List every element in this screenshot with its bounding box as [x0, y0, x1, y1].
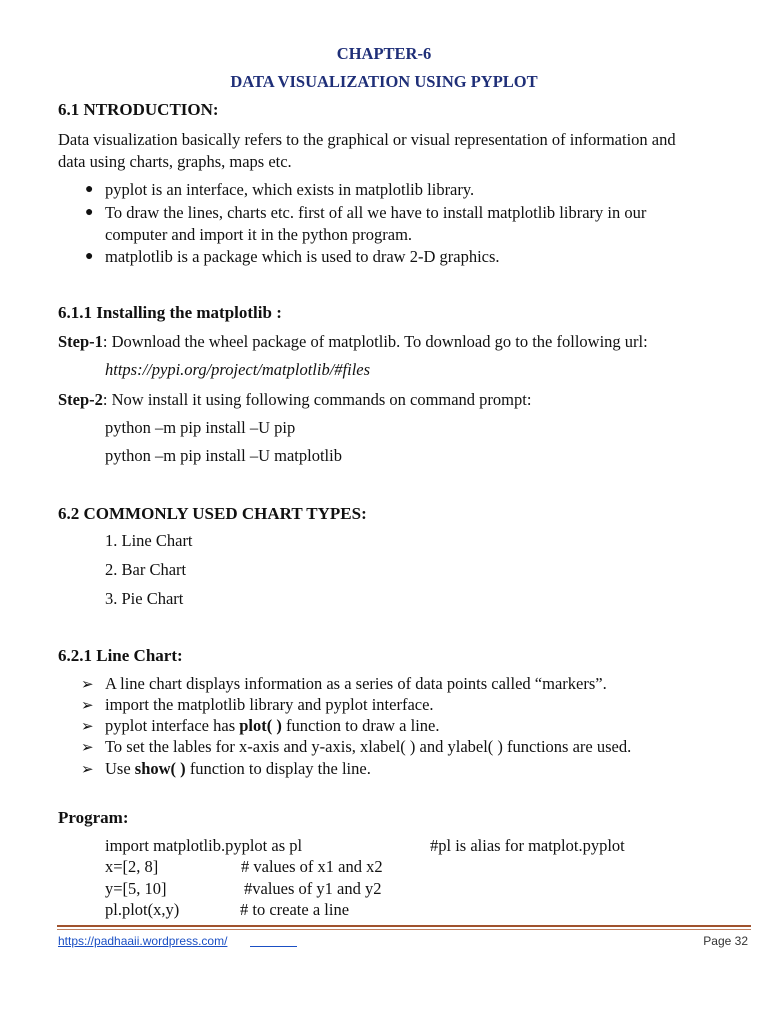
step-2-text: : Now install it using following commands on command prompt: [102, 390, 532, 409]
section-6-1-heading: 6.1 NTRODUCTION: [58, 100, 219, 119]
plot-function-name: plot( ) [239, 716, 282, 735]
step-1-text: : Download the wheel package of matplotlib. To download go to the following url: [102, 332, 648, 351]
bullet-dot-icon: ● [85, 249, 94, 264]
page-number: Page 32 [703, 934, 748, 948]
section-6-2-1-heading: 6.2.1 Line Chart: [58, 646, 183, 665]
footer-link-underline [250, 946, 297, 947]
step-1-line [58, 332, 648, 352]
bullet-3-suffix: function to draw a line. [281, 716, 440, 735]
code-comment-2: # values of x1 and x2 [241, 857, 383, 876]
footer-link[interactable]: https://padhaaii.wordpress.com/ [58, 934, 228, 948]
chapter-title: DATA VISUALIZATION USING PYPLOT [230, 72, 538, 91]
code-line-1: import matplotlib.pyplot as pl [105, 836, 303, 855]
program-heading: Program: [58, 808, 129, 827]
code-line-4: pl.plot(x,y) [105, 900, 180, 919]
arrow-bullet-icon: ➢ [81, 698, 94, 714]
code-comment-3: #values of y1 and y2 [244, 879, 382, 898]
footer-divider-thin [57, 929, 751, 930]
bullet-3-prefix: pyplot interface has [105, 716, 240, 735]
code-line-3: y=[5, 10] [105, 879, 167, 898]
command-2: python –m pip install –U matplotlib [105, 446, 342, 465]
bullet-5-suffix: function to display the line. [185, 759, 371, 778]
command-1: python –m pip install –U pip [105, 418, 296, 437]
chart-type-item-2: 2. Bar Chart [105, 560, 187, 579]
chapter-label: CHAPTER-6 [336, 44, 432, 63]
code-comment-4: # to create a line [240, 900, 350, 919]
line-chart-bullet-1: A line chart displays information as a series of data points called “markers”. [105, 674, 607, 693]
line-chart-bullet-5 [105, 759, 371, 779]
arrow-bullet-icon: ➢ [81, 740, 94, 756]
intro-paragraph-line-1: Data visualization basically refers to the graphical or visual representation of information and [58, 130, 676, 149]
bullet-dot-icon: ● [85, 205, 94, 220]
matplotlib-url[interactable]: https://pypi.org/project/matplotlib/#files [105, 360, 371, 379]
footer-divider [57, 925, 751, 927]
bullet-5-prefix: Use [105, 759, 135, 778]
step-2-line [58, 390, 531, 410]
chart-type-item-1: 1. Line Chart [105, 531, 193, 550]
line-chart-bullet-4: To set the lables for x-axis and y-axis, xlabel( ) and ylabel( ) functions are used. [105, 737, 632, 756]
arrow-bullet-icon: ➢ [81, 677, 94, 693]
arrow-bullet-icon: ➢ [81, 719, 94, 735]
intro-bullet-2-continued: computer and import it in the python program. [105, 225, 413, 244]
section-6-2-heading: 6.2 COMMONLY USED CHART TYPES: [58, 504, 367, 523]
code-comment-1: #pl is alias for matplot.pyplot [430, 836, 625, 855]
bullet-dot-icon: ● [85, 182, 94, 197]
line-chart-bullet-3 [105, 716, 440, 736]
intro-bullet-3: matplotlib is a package which is used to draw 2-D graphics. [105, 247, 500, 266]
intro-paragraph-line-2: data using charts, graphs, maps etc. [58, 152, 292, 171]
code-line-2: x=[2, 8] [105, 857, 159, 876]
line-chart-bullet-2: import the matplotlib library and pyplot interface. [105, 695, 434, 714]
step-2-label: Step-2 [58, 390, 103, 409]
intro-bullet-1: pyplot is an interface, which exists in matplotlib library. [105, 180, 475, 199]
chart-type-item-3: 3. Pie Chart [105, 589, 184, 608]
section-6-1-1-heading: 6.1.1 Installing the matplotlib : [58, 303, 282, 322]
step-1-label: Step-1 [58, 332, 103, 351]
arrow-bullet-icon: ➢ [81, 762, 94, 778]
show-function-name: show( ) [134, 759, 186, 778]
intro-bullet-2: To draw the lines, charts etc. first of all we have to install matplotlib library in our [105, 203, 647, 222]
